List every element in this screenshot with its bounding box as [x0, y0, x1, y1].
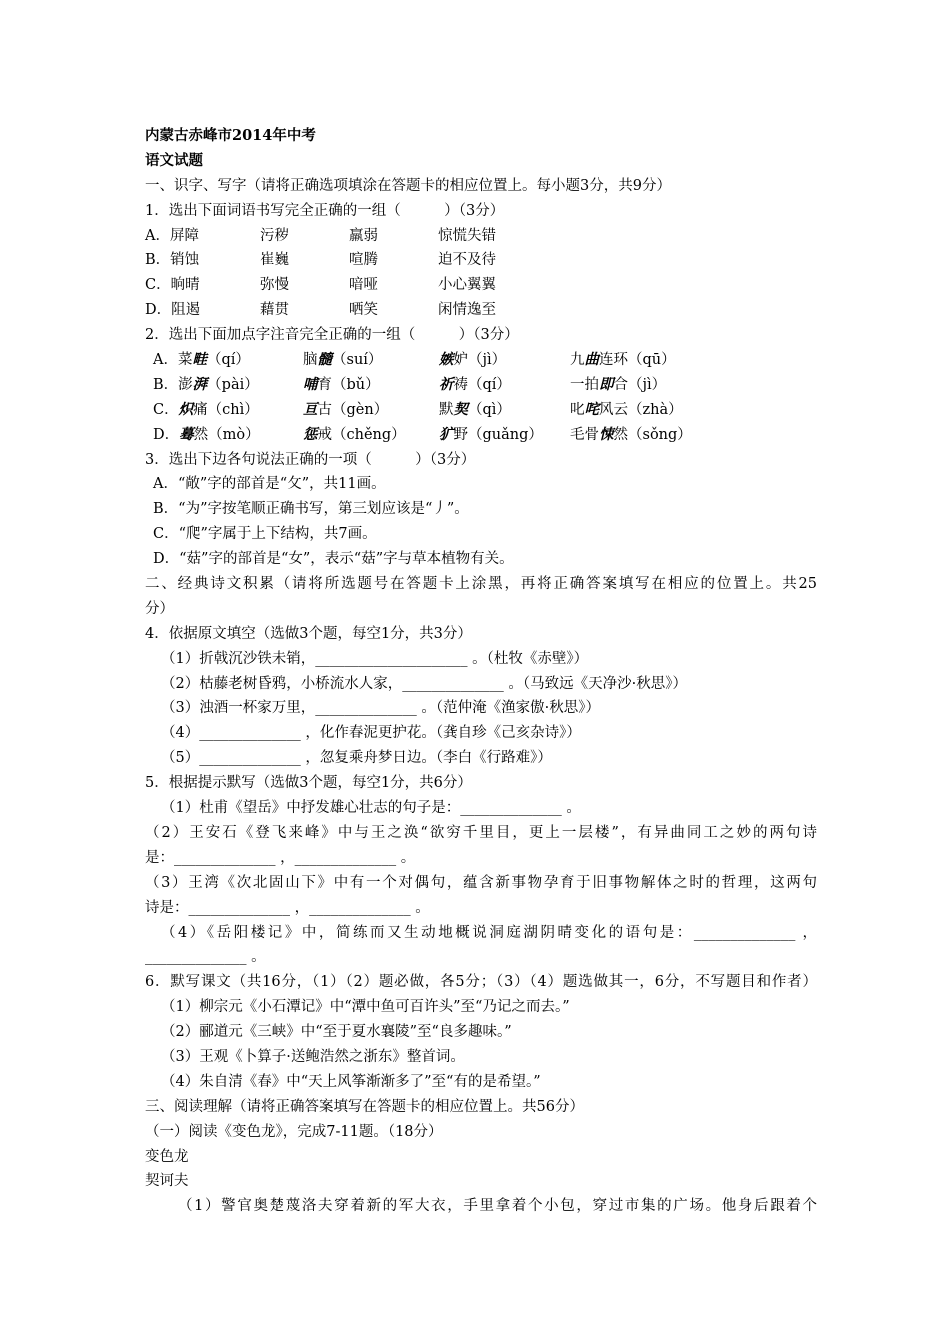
q6-item-3: （3）王观《卜算子·送鲍浩然之浙东》整首词。: [161, 1048, 465, 1065]
q3-option-d: D．“菇”字的部首是“女”，表示“菇”字与草本植物有关。: [153, 551, 514, 568]
pinyin-prefix: 默: [439, 401, 454, 418]
q2-options: [145, 348, 817, 448]
question-3-stem: 3．选出下边各句说法正确的一项（ ）（3分）: [145, 451, 476, 468]
pinyin-item: [153, 348, 303, 373]
pinyin-item: [153, 423, 303, 448]
document-title: 内蒙古赤峰市2014年中考: [145, 127, 316, 144]
q2-option-d: [145, 423, 817, 448]
pinyin-prefix: B．澎: [153, 376, 193, 393]
q1-option-a: [145, 224, 817, 249]
question-4-stem: 4．依据原文填空（选做3个题，每空1分，共3分）: [145, 625, 472, 642]
exam-document: [145, 124, 817, 1219]
section-2-heading: 二、经典诗文积累（请将所选题号在答题卡上涂黑，再将正确答案填写在相应的位置上。共25: [145, 576, 817, 593]
option-word: 污秽: [260, 227, 289, 244]
dotted-character: 蓦: [179, 425, 194, 443]
pinyin-suffix: 连环（qū）: [599, 352, 676, 369]
section-3-heading: 三、阅读理解（请将正确答案填写在答题卡的相应位置上。共56分）: [145, 1098, 584, 1115]
pinyin-item: [303, 398, 439, 423]
story-paragraph-1: （1）警官奥楚蔑洛夫穿着新的军大衣，手里拿着个小包，穿过市集的广场。他身后跟着个: [178, 1198, 817, 1215]
pinyin-suffix: 古（gèn）: [317, 401, 389, 418]
q5-item-3-cont: 诗是：______________ ，______________ 。: [145, 899, 430, 916]
dotted-character: 咤: [584, 400, 599, 418]
pinyin-item: [439, 398, 570, 423]
dotted-character: 犷: [439, 425, 454, 443]
pinyin-suffix: 然（sǒng）: [613, 426, 692, 443]
option-word: 羸弱: [349, 227, 378, 244]
pinyin-suffix: （qì）: [468, 401, 511, 418]
q6-item-2: （2）郦道元《三峡》中“至于夏水襄陵”至“良多趣味。”: [161, 1024, 512, 1041]
option-word: D．阻遏: [145, 302, 201, 319]
pinyin-suffix: 痛（chì）: [193, 401, 259, 418]
dotted-character: 哺: [303, 375, 318, 393]
pinyin-prefix: 毛骨: [570, 426, 599, 443]
pinyin-prefix: A．菜: [153, 352, 193, 369]
q6-item-1: （1）柳宗元《小石潭记》中“潭中鱼可百许头”至“乃记之而去。”: [161, 999, 570, 1016]
option-word: C．晌晴: [145, 277, 200, 294]
q5-item-4: （4）《岳阳楼记》中，简练而又生动地概说洞庭湖阴晴变化的语句是：______________ ，: [161, 924, 817, 941]
pinyin-prefix: 一拍: [570, 376, 599, 393]
question-1-stem: 1．选出下面词语书写完全正确的一组（ ）（3分）: [145, 202, 505, 219]
q1-option-d: [145, 298, 817, 323]
q3-option-a: A．“敞”字的部首是“攵”，共11画。: [153, 476, 386, 493]
dotted-character: 湃: [192, 375, 208, 393]
q4-item-5: （5）______________ ，忽复乘舟梦日边。（李白《行路难》）: [161, 750, 552, 767]
q3-option-b: B．“为”字按笔顺正确书写，第三划应该是“丿”。: [153, 501, 469, 518]
q1-option-b: [145, 248, 817, 273]
pinyin-prefix: 脑: [303, 352, 318, 369]
option-word: 弥慢: [260, 277, 289, 294]
pinyin-suffix: 合（jì）: [613, 376, 667, 393]
option-word: 喧腾: [349, 252, 378, 269]
pinyin-prefix: C．: [153, 401, 179, 418]
option-word: 迫不及待: [438, 252, 496, 269]
pinyin-item: [570, 373, 666, 398]
dotted-character: 亘: [303, 400, 318, 418]
q4-item-1: （1）折戟沉沙铁未销，_____________________ 。（杜牧《赤壁》）: [161, 650, 589, 667]
q4-item-4: （4）______________ ，化作春泥更护花。（龚自珍《己亥杂诗》）: [161, 725, 581, 742]
pinyin-item: [153, 373, 303, 398]
option-word: A．屏障: [145, 227, 199, 244]
dotted-character: 惩: [303, 425, 318, 443]
option-word: 崔巍: [260, 252, 289, 269]
dotted-character: 曲: [584, 351, 599, 369]
dotted-character: 契: [453, 400, 468, 418]
option-word: 闲情逸至: [438, 302, 496, 319]
dotted-character: 畦: [192, 351, 207, 369]
q1-option-c: [145, 273, 817, 298]
pinyin-suffix: 妒（jì）: [453, 352, 507, 369]
section-2-heading-cont: 分）: [145, 600, 174, 617]
pinyin-item: [570, 423, 692, 448]
pinyin-suffix: 然（mò）: [193, 426, 260, 443]
pinyin-suffix: 育（bǔ）: [317, 376, 380, 393]
pinyin-item: [439, 348, 570, 373]
pinyin-item: [439, 373, 570, 398]
pinyin-suffix: 戒（chěng）: [317, 426, 406, 443]
question-6-stem: 6．默写课文（共16分，（1）（2）题必做，各5分；（3）（4）题选做其一，6分，不写题目和作者）: [145, 974, 817, 991]
dotted-character: 炽: [178, 400, 194, 418]
option-word: 喑哑: [349, 277, 378, 294]
q4-item-2: （2）枯藤老树昏鸦，小桥流水人家，______________ 。（马致远《天净沙·秋思》）: [161, 675, 687, 692]
pinyin-item: [303, 423, 439, 448]
q6-item-4: （4）朱自清《春》中“天上风筝渐渐多了”至“有的是希望。”: [161, 1073, 541, 1090]
option-word: 小心翼翼: [438, 277, 496, 294]
q5-item-2-cont: 是：______________ ，______________ 。: [145, 849, 416, 866]
dotted-character: 即: [599, 375, 614, 393]
pinyin-prefix: 叱: [570, 401, 585, 418]
pinyin-suffix: （suí）: [332, 352, 383, 369]
pinyin-item: [439, 423, 570, 448]
q3-option-c: C．“爬”字属于上下结构，共7画。: [153, 526, 377, 543]
dotted-character: 悚: [599, 425, 614, 443]
dotted-character: 嫉: [439, 351, 454, 369]
option-word: 惊慌失错: [438, 227, 496, 244]
option-word: 哂笑: [349, 302, 378, 319]
q2-option-a: [145, 348, 817, 373]
q5-item-4-cont: ______________ 。: [145, 949, 266, 966]
story-author: 契诃夫: [145, 1173, 189, 1190]
dotted-character: 髓: [317, 351, 332, 369]
pinyin-prefix: D．: [153, 426, 180, 443]
question-5-stem: 5．根据提示默写（选做3个题，每空1分，共6分）: [145, 775, 472, 792]
q5-item-1: （1）杜甫《望岳》中抒发雄心壮志的句子是：______________ 。: [161, 800, 581, 817]
pinyin-item: [303, 373, 439, 398]
option-word: B．销蚀: [145, 252, 200, 269]
pinyin-suffix: 祷（qí）: [453, 376, 511, 393]
q2-option-c: [145, 398, 817, 423]
pinyin-item: [303, 348, 439, 373]
pinyin-suffix: （qí）: [206, 352, 250, 369]
pinyin-item: [570, 398, 683, 423]
pinyin-item: [153, 398, 303, 423]
document-subtitle: 语文试题: [145, 151, 203, 169]
pinyin-item: [570, 348, 676, 373]
pinyin-suffix: 风云（zhà）: [599, 401, 683, 418]
pinyin-suffix: 野（guǎng）: [453, 426, 543, 443]
story-title: 变色龙: [145, 1148, 189, 1165]
section-1-heading: 一、识字、写字（请将正确选项填涂在答题卡的相应位置上。每小题3分，共9分）: [145, 177, 671, 194]
reading-subheading: （一）阅读《变色龙》，完成7-11题。（18分）: [145, 1123, 443, 1140]
pinyin-suffix: （pài）: [207, 376, 259, 393]
q5-item-3: （3）王湾《次北固山下》中有一个对偶句，蕴含新事物孕育于旧事物解体之时的哲理，这两句: [145, 874, 817, 891]
question-2-stem: 2．选出下面加点字注音完全正确的一组（ ）（3分）: [145, 327, 519, 344]
dotted-character: 祈: [439, 375, 454, 393]
pinyin-prefix: 九: [570, 352, 585, 369]
q2-option-b: [145, 373, 817, 398]
q5-item-2: （2）王安石《登飞来峰》中与王之涣“欲穷千里目，更上一层楼”，有异曲同工之妙的两句诗: [145, 824, 817, 841]
option-word: 藉贯: [260, 302, 289, 319]
q4-item-3: （3）浊酒一杯家万里，______________ 。（范仲淹《渔家傲·秋思》）: [161, 700, 600, 717]
